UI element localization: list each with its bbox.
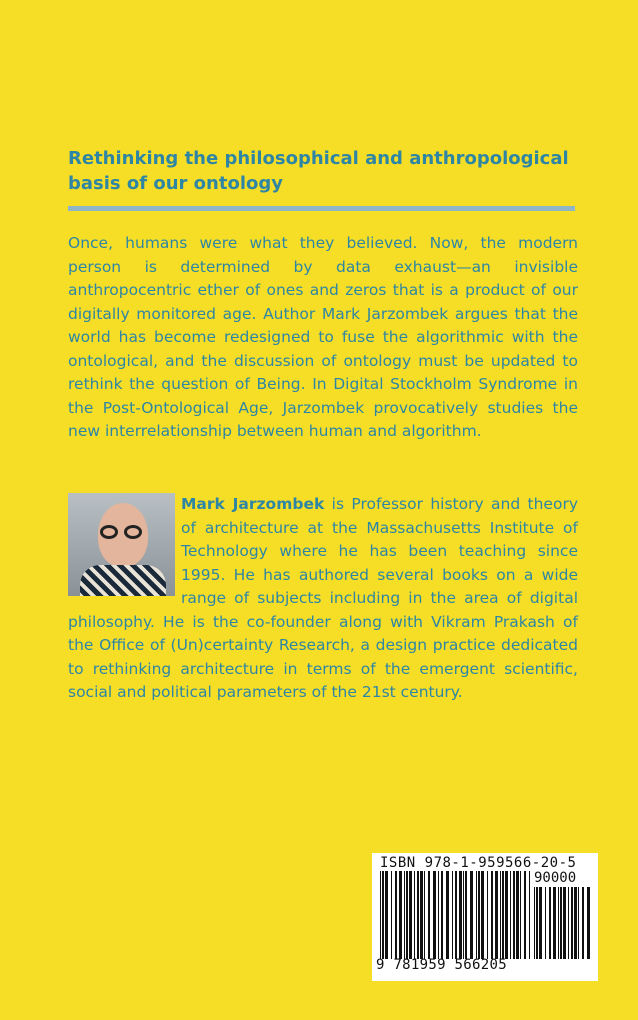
author-name: Mark Jarzombek [181, 495, 325, 513]
barcode-bar [452, 871, 453, 959]
barcode-bar [420, 871, 423, 959]
barcode-bar [428, 871, 430, 959]
barcode-bar [524, 871, 526, 959]
barcode-bar [470, 871, 473, 959]
ean-number: 9 781959 566205 [376, 957, 507, 973]
barcode-bar [534, 887, 535, 959]
barcode-bar [529, 871, 530, 959]
barcode-bar [505, 871, 508, 959]
barcode-bar [560, 887, 562, 959]
isbn-text: ISBN 978-1-959566-20-5 [380, 855, 577, 871]
barcode-bar [536, 887, 538, 959]
barcode-bar [549, 887, 551, 959]
barcode-bar [455, 871, 457, 959]
barcode-bar [391, 871, 392, 959]
barcode-bar [424, 871, 425, 959]
barcode-bar [539, 887, 542, 959]
barcode-bar [417, 871, 419, 959]
barcode-bar [395, 871, 397, 959]
barcode-bar [587, 887, 590, 959]
barcode-bar [441, 871, 443, 959]
barcode-bar [476, 871, 477, 959]
barcode-bar [399, 871, 402, 959]
barcode-bar [495, 871, 498, 959]
divider-rule [68, 206, 575, 211]
headline: Rethinking the philosophical and anthropological basis of our ontology [68, 148, 569, 194]
barcode-bar [500, 871, 501, 959]
barcode-bar [578, 887, 579, 959]
barcode-bar [487, 871, 488, 959]
barcode-bar [571, 887, 573, 959]
author-bio [68, 493, 578, 705]
barcode-bar [463, 871, 464, 959]
price-barcode-bars [534, 887, 592, 959]
barcode-bar [478, 871, 480, 959]
barcode-bar [385, 871, 388, 959]
barcode-bar [481, 871, 484, 959]
barcode-bar [433, 871, 436, 959]
barcode-bar [465, 871, 467, 959]
barcode-bar [406, 871, 408, 959]
barcode-bar [520, 871, 521, 959]
barcode-bar [516, 871, 519, 959]
barcode-bar [414, 871, 415, 959]
barcode-bar [568, 887, 569, 959]
barcode-bar [491, 871, 493, 959]
barcode-bar [459, 871, 462, 959]
barcode-bar [446, 871, 449, 959]
barcode-bar [582, 887, 584, 959]
barcode-bar [574, 887, 577, 959]
ean-barcode-bars [380, 871, 530, 959]
barcode-bar [438, 871, 439, 959]
barcode-bar [563, 887, 566, 959]
barcode-bar [513, 871, 515, 959]
barcode-bar [382, 871, 384, 959]
barcode-bar [380, 871, 381, 959]
barcode-bar [409, 871, 412, 959]
author-bio-text: is Professor history and theory of architecture at the Massachusetts Institute of Technology where he has been teaching since 1995. He has authored several books on a wide range of subjects including in the area of digital philosophy. He is the co-founder along with Vikram Prakash of the Office of (Un)certainty Research, a design practice dedicated to rethinking architecture in terms of the emergent scientific, social and political parameters of the 21st century. [68, 495, 578, 701]
barcode-bar [558, 887, 559, 959]
book-description: Once, humans were what they believed. Now, the modern person is determined by data exhaust—an invisible anthropocentric ether of ones and zeros that is a product of our digitally monitored age. Author Mark Jarzombek argues that the world has become redesigned to fuse the algorithmic with the ontological, and the discussion of ontology must be updated to rethink the question of Being. In Digital Stockholm Syndrome in the Post-Ontological Age, Jarzombek provocatively studies the new interrelationship between human and algorithm. [68, 234, 578, 440]
price-code: 90000 [534, 870, 577, 886]
barcode-bar [502, 871, 504, 959]
author-photo [68, 493, 175, 596]
barcode-bar [404, 871, 405, 959]
isbn-barcode [372, 853, 598, 981]
barcode-bar [553, 887, 556, 959]
barcode-bar [545, 887, 546, 959]
barcode-bar [510, 871, 511, 959]
